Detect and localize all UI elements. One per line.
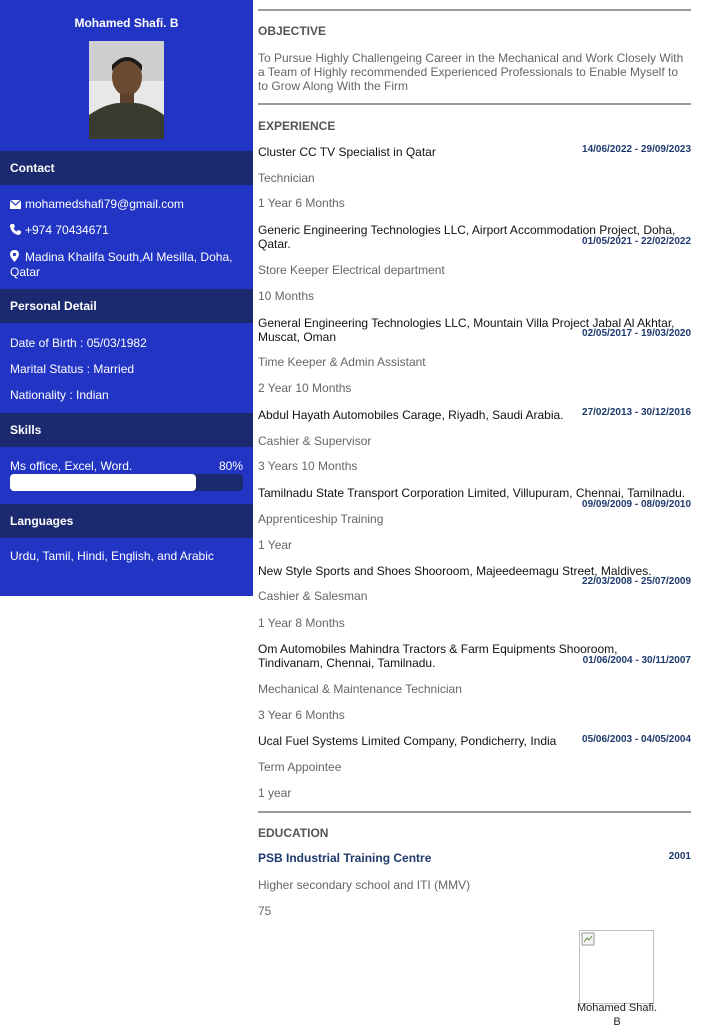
person-photo-icon — [89, 41, 164, 139]
experience-dates: 09/09/2009 - 08/09/2010 — [582, 499, 691, 510]
contact-email-row[interactable] — [10, 197, 245, 212]
signature-name: Mohamed Shafi. B — [576, 1002, 658, 1028]
map-pin-icon — [10, 250, 25, 265]
experience-dates: 01/06/2004 - 30/11/2007 — [582, 655, 691, 666]
experience-company: General Engineering Technologies LLC, Mountain Villa Project Jabal Al Akhtar, Muscat, Oman — [258, 316, 675, 344]
skills-heading: Skills — [0, 413, 253, 447]
personal-dob: Date of Birth : 05/03/1982 — [10, 336, 147, 350]
personal-marital: Marital Status : Married — [10, 362, 135, 376]
phone-icon — [10, 224, 25, 238]
experience-role: Technician — [258, 171, 315, 185]
experience-duration: 10 Months — [258, 289, 315, 303]
objective-heading: OBJECTIVE — [258, 24, 327, 38]
experience-company: Generic Engineering Technologies LLC, Airport Accommodation Project, Doha, Qatar. — [258, 223, 676, 251]
broken-image-icon — [581, 932, 595, 946]
experience-company: Om Automobiles Mahindra Tractors & Farm Equipments Shooroom, Tindivanam, Chennai, Tamilnadu. — [258, 642, 618, 670]
experience-role: Apprenticeship Training — [258, 512, 384, 526]
sidebar — [0, 0, 253, 596]
profile-name: Mohamed Shafi. B — [74, 16, 179, 30]
personal-heading: Personal Detail — [0, 289, 253, 323]
experience-duration: 1 Year 6 Months — [258, 196, 345, 210]
contact-address-row — [10, 250, 245, 279]
experience-dates: 02/05/2017 - 19/03/2020 — [582, 328, 691, 339]
experience-dates: 05/06/2003 - 04/05/2004 — [582, 734, 691, 745]
experience-duration: 1 Year 8 Months — [258, 616, 345, 630]
experience-dates: 01/05/2021 - 22/02/2022 — [582, 236, 691, 247]
experience-heading: EXPERIENCE — [258, 119, 336, 133]
signature-image — [579, 930, 654, 1004]
education-school: PSB Industrial Training Centre — [258, 851, 432, 865]
experience-role: Term Appointee — [258, 760, 342, 774]
personal-nationality: Nationality : Indian — [10, 388, 109, 402]
envelope-icon — [10, 198, 25, 212]
experience-duration: 3 Year 6 Months — [258, 708, 345, 722]
languages-heading: Languages — [0, 504, 253, 538]
contact-heading: Contact — [0, 151, 253, 185]
profile-photo — [89, 41, 164, 139]
contact-phone-row[interactable] — [10, 223, 245, 238]
education-degree: Higher secondary school and ITI (MMV) — [258, 878, 471, 892]
experience-dates: 22/03/2008 - 25/07/2009 — [582, 576, 691, 587]
education-heading: EDUCATION — [258, 826, 329, 840]
education-score: 75 — [258, 904, 272, 918]
skill-name: Ms office, Excel, Word. — [10, 459, 133, 473]
section-divider — [258, 103, 691, 105]
contact-address: Madina Khalifa South,Al Mesilla, Doha, Qatar — [10, 250, 233, 280]
contact-phone[interactable]: +974 70434671 — [25, 223, 109, 237]
experience-duration: 2 Year 10 Months — [258, 381, 352, 395]
objective-text: To Pursue Highly Challengeing Career in the Mechanical and Work Closely With a Team of Highly recommended Experienced Professionals to Enable Myself to to Grow Along With the Firm — [258, 51, 684, 93]
education-year: 2001 — [668, 851, 691, 862]
experience-company: Cluster CC TV Specialist in Qatar — [258, 145, 436, 159]
experience-company: Tamilnadu State Transport Corporation Limited, Villupuram, Chennai, Tamilnadu. — [258, 486, 686, 500]
skill-level-label: 80% — [218, 459, 243, 473]
experience-duration: 1 year — [258, 786, 292, 800]
skill-level-fill — [10, 474, 196, 491]
experience-role: Mechanical & Maintenance Technician — [258, 682, 462, 696]
experience-company: New Style Sports and Shoes Shooroom, Majeedeemagu Street, Maldives. — [258, 564, 652, 578]
skill-level-bar — [10, 474, 243, 491]
languages-text: Urdu, Tamil, Hindi, English, and Arabic — [10, 549, 214, 563]
experience-dates: 14/06/2022 - 29/09/2023 — [582, 144, 691, 155]
experience-dates: 27/02/2013 - 30/12/2016 — [582, 407, 691, 418]
contact-email[interactable]: mohamedshafi79@gmail.com — [25, 197, 184, 211]
experience-role: Time Keeper & Admin Assistant — [258, 355, 426, 369]
section-divider — [258, 9, 691, 11]
section-divider — [258, 811, 691, 813]
experience-role: Store Keeper Electrical department — [258, 263, 445, 277]
experience-role: Cashier & Supervisor — [258, 434, 372, 448]
experience-duration: 3 Years 10 Months — [258, 459, 358, 473]
experience-role: Cashier & Salesman — [258, 589, 368, 603]
experience-duration: 1 Year — [258, 538, 293, 552]
experience-company: Abdul Hayath Automobiles Carage, Riyadh, Saudi Arabia. — [258, 408, 564, 422]
experience-company: Ucal Fuel Systems Limited Company, Pondicherry, India — [258, 734, 557, 748]
